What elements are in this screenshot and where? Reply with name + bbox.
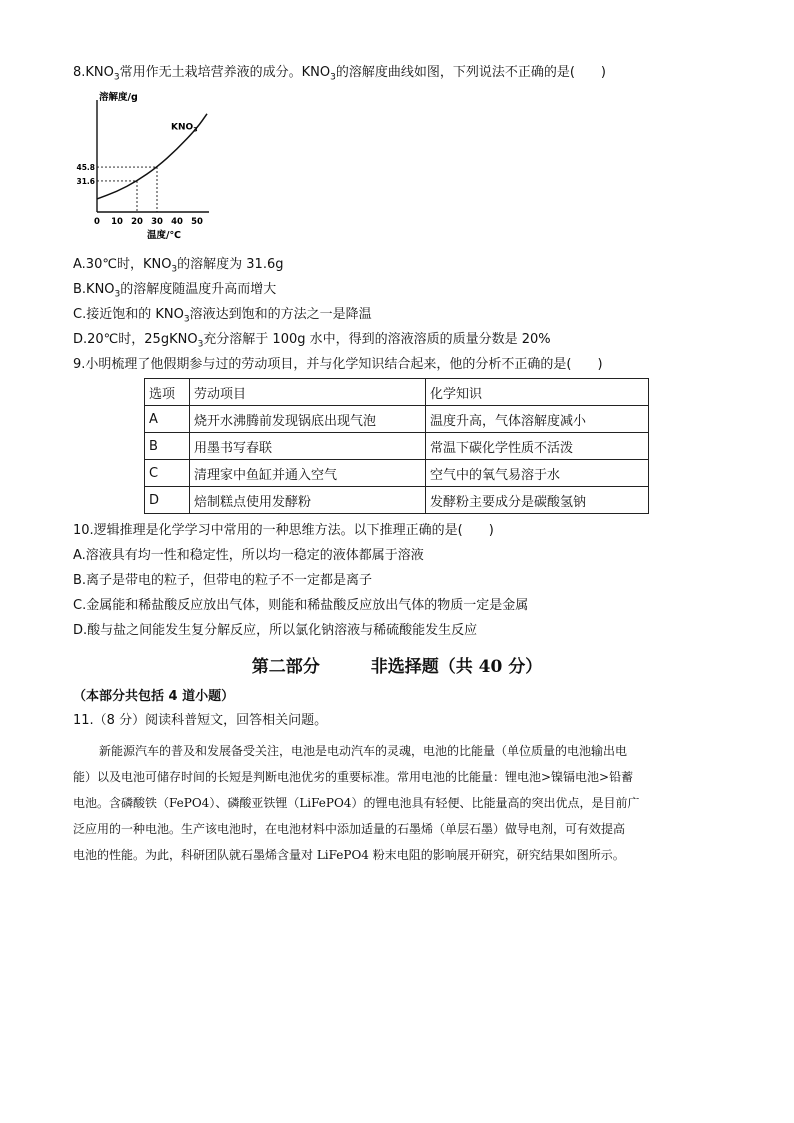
x-tick-label: 40 — [171, 217, 183, 227]
x-tick-label: 30 — [151, 217, 163, 227]
q9-row-a-task: 烧开水沸腾前发现锅底出现气泡 — [190, 406, 426, 433]
q9-stem: 9.小明梳理了他假期参与过的劳动项目，并与化学知识结合起来，他的分析不正确的是( ) — [73, 357, 603, 372]
x-axis-label: 温度/℃ — [147, 230, 181, 241]
kno3-solubility-chart-svg — [76, 92, 215, 242]
q8-option-d-sub: 3 — [197, 339, 204, 350]
q10-option-b: B.离子是带电的粒子，但带电的粒子不一定都是离子 — [73, 573, 373, 588]
q9-row-d-task: 焙制糕点使用发酵粉 — [190, 487, 426, 514]
q8-stem-sub2: 3 — [330, 72, 336, 83]
q10-option-a: A.溶液具有均一性和稳定性，所以均一稳定的液体都属于溶液 — [73, 548, 424, 563]
q10-stem: 10.逻辑推理是化学学习中常用的一种思维方法。以下推理正确的是( ) — [73, 523, 494, 538]
q9-row-c-task: 清理家中鱼缸并通入空气 — [190, 460, 426, 487]
x-tick-label: 0 — [94, 217, 100, 227]
kno3-solubility-chart — [76, 92, 215, 242]
q9-row-a-option: A — [145, 406, 190, 433]
table-row — [145, 406, 649, 433]
q11-passage-line: 电池。含磷酸铁（FePO4）、磷酸亚铁锂（LiFePO4）的锂电池具有轻便、比能量高的突出优点，是目前广 — [73, 796, 640, 810]
y-axis-label: 溶解度/g — [99, 92, 138, 103]
q8-option-c-sub: 3 — [183, 314, 190, 325]
table-row — [145, 433, 649, 460]
part2-title: 第二部分 非选择题（共 40 分） — [251, 657, 543, 677]
q8-stem-sub1: 3 — [113, 72, 120, 83]
q11-passage — [73, 738, 723, 868]
q11-passage-line: 电池的性能。为此，科研团队就石墨烯含量对 LiFePO4 粉末电阻的影响展开研究，研究结果如图所示。 — [73, 848, 625, 862]
table-row — [145, 487, 649, 514]
x-tick-label: 20 — [131, 217, 143, 227]
q11-stem: 11.（8 分）阅读科普短文，回答相关问题。 — [73, 713, 328, 728]
table-row — [145, 460, 649, 487]
q8-option-d — [73, 331, 551, 354]
q8-option-d-text2: 充分溶解于 100g 水中，得到的溶液溶质的质量分数是 20% — [203, 332, 551, 347]
series-label-subscript: 3 — [193, 125, 198, 134]
q9-row-a-knowledge: 温度升高，气体溶解度减小 — [426, 406, 649, 433]
q8-option-c-text2: 溶液达到饱和的方法之一是降温 — [189, 307, 372, 322]
q9-row-b-option: B — [145, 433, 190, 460]
q8-option-a — [73, 256, 284, 279]
q9-header-knowledge: 化学知识 — [426, 379, 649, 406]
q8-option-c-text: C.接近饱和的 KNO — [73, 307, 184, 322]
q8-option-a-text2: 的溶解度为 31.6g — [177, 257, 284, 272]
q9-table-header — [145, 379, 649, 406]
x-tick-label: 50 — [191, 217, 203, 227]
q9-row-d-option: D — [145, 487, 190, 514]
q9-row-d-knowledge: 发酵粉主要成分是碳酸氢钠 — [426, 487, 649, 514]
part2-note: （本部分共包括 4 道小题） — [73, 689, 235, 704]
q9-row-c-knowledge: 空气中的氧气易溶于水 — [426, 460, 649, 487]
q8-stem — [73, 64, 606, 87]
q8-option-d-text: D.20℃时，25gKNO — [73, 332, 198, 347]
q11-passage-line: 新能源汽车的普及和发展备受关注，电池是电动汽车的灵魂，电池的比能量（单位质量的电池输出电 — [99, 744, 628, 758]
q9-row-b-knowledge: 常温下碳化学性质不活泼 — [426, 433, 649, 460]
q10-option-c: C.金属能和稀盐酸反应放出气体，则能和稀盐酸反应放出气体的物质一定是金属 — [73, 598, 529, 613]
y-tick-label: 45.8 — [76, 163, 95, 173]
q8-stem-part3: 的溶解度曲线如图，下列说法不正确的是( ) — [335, 65, 606, 80]
q9-row-b-task: 用墨书写春联 — [190, 433, 426, 460]
q9-header-option: 选项 — [145, 379, 190, 406]
q8-stem-part1: 8.KNO — [73, 65, 114, 80]
q9-header-task: 劳动项目 — [190, 379, 426, 406]
q8-option-b-text: B.KNO — [73, 282, 115, 297]
q8-option-b-text2: 的溶解度随温度升高而增大 — [120, 282, 277, 297]
q8-option-b-sub: 3 — [114, 289, 121, 300]
q8-option-a-text: A.30℃时，KNO — [73, 257, 172, 272]
q8-stem-part2: 常用作无土栽培营养液的成分。KNO — [119, 65, 331, 80]
series-label: $KNO_3$ — [171, 122, 198, 134]
q8-option-a-sub: 3 — [171, 264, 178, 275]
q11-passage-line: 泛应用的一种电池。生产该电池时，在电池材料中添加适量的石墨烯（单层石墨）做导电剂，可有效提高 — [73, 822, 626, 836]
q8-option-c — [73, 306, 372, 329]
q9-table — [144, 378, 649, 514]
y-tick-label: 31.6 — [76, 176, 95, 186]
q11-passage-line: 能）以及电池可储存时间的长短是判断电池优劣的重要标准。常用电池的比能量：锂电池>镍镉电池>铅蓄 — [73, 770, 634, 784]
x-tick-label: 10 — [111, 217, 123, 227]
q9-row-c-option: C — [145, 460, 190, 487]
q8-option-b — [73, 281, 276, 304]
q10-option-d: D.酸与盐之间能发生复分解反应，所以氯化钠溶液与稀硫酸能发生反应 — [73, 623, 478, 638]
